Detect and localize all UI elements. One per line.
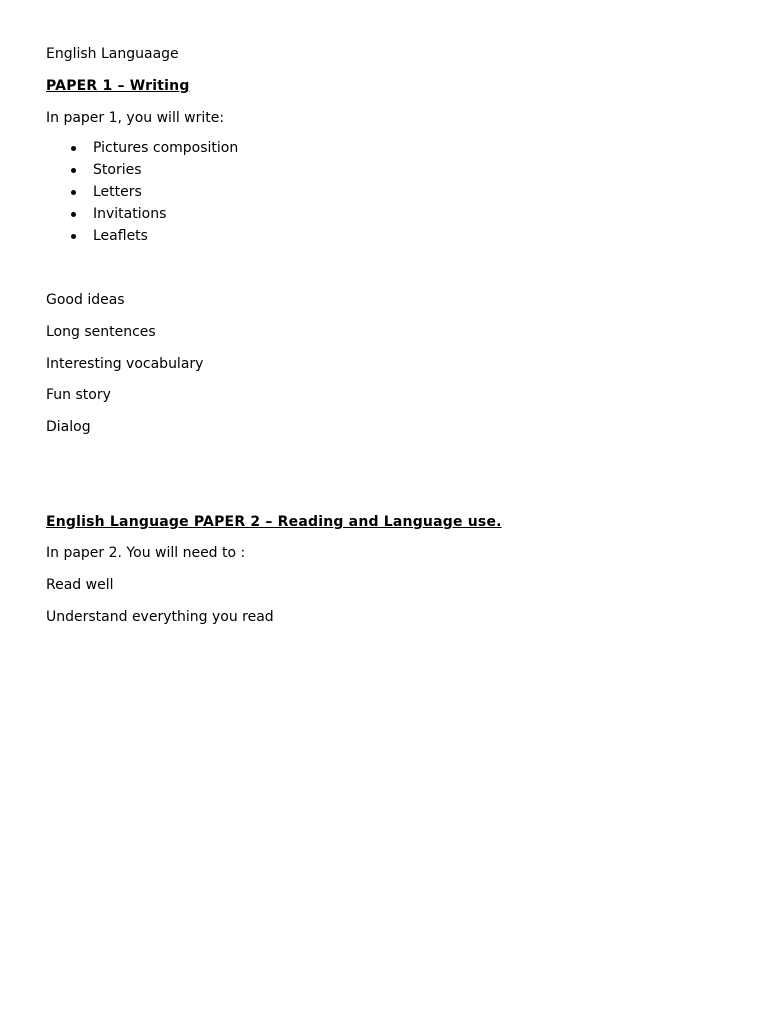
paper1-heading: PAPER 1 – Writing: [46, 78, 190, 94]
paper2-item: Understand everything you read: [46, 609, 274, 625]
bullet-icon: [71, 146, 76, 151]
list-item-text: Leaflets: [93, 228, 148, 244]
list-item: [68, 205, 238, 227]
paper2-item: Read well: [46, 577, 114, 593]
document-title: English Languaage: [46, 46, 179, 62]
criteria-line: Fun story: [46, 387, 111, 403]
list-item: [68, 183, 238, 205]
list-item-text: Invitations: [93, 206, 167, 222]
bullet-icon: [71, 234, 76, 239]
list-item-text: Stories: [93, 162, 142, 178]
criteria-line: Dialog: [46, 419, 91, 435]
list-item: [68, 139, 238, 161]
list-item: [68, 161, 238, 183]
list-item-text: Pictures composition: [93, 140, 239, 156]
bullet-icon: [71, 190, 76, 195]
paper1-intro: In paper 1, you will write:: [46, 110, 225, 126]
bullet-icon: [71, 168, 76, 173]
list-item-text: Letters: [93, 184, 142, 200]
paper1-writing-list: [68, 139, 238, 249]
list-item: [68, 227, 238, 249]
paper2-heading: English Language PAPER 2 – Reading and Language use.: [46, 514, 502, 530]
bullet-icon: [71, 212, 76, 217]
criteria-line: Interesting vocabulary: [46, 356, 204, 372]
criteria-line: Good ideas: [46, 292, 125, 308]
criteria-line: Long sentences: [46, 324, 156, 340]
paper2-intro: In paper 2. You will need to :: [46, 545, 246, 561]
